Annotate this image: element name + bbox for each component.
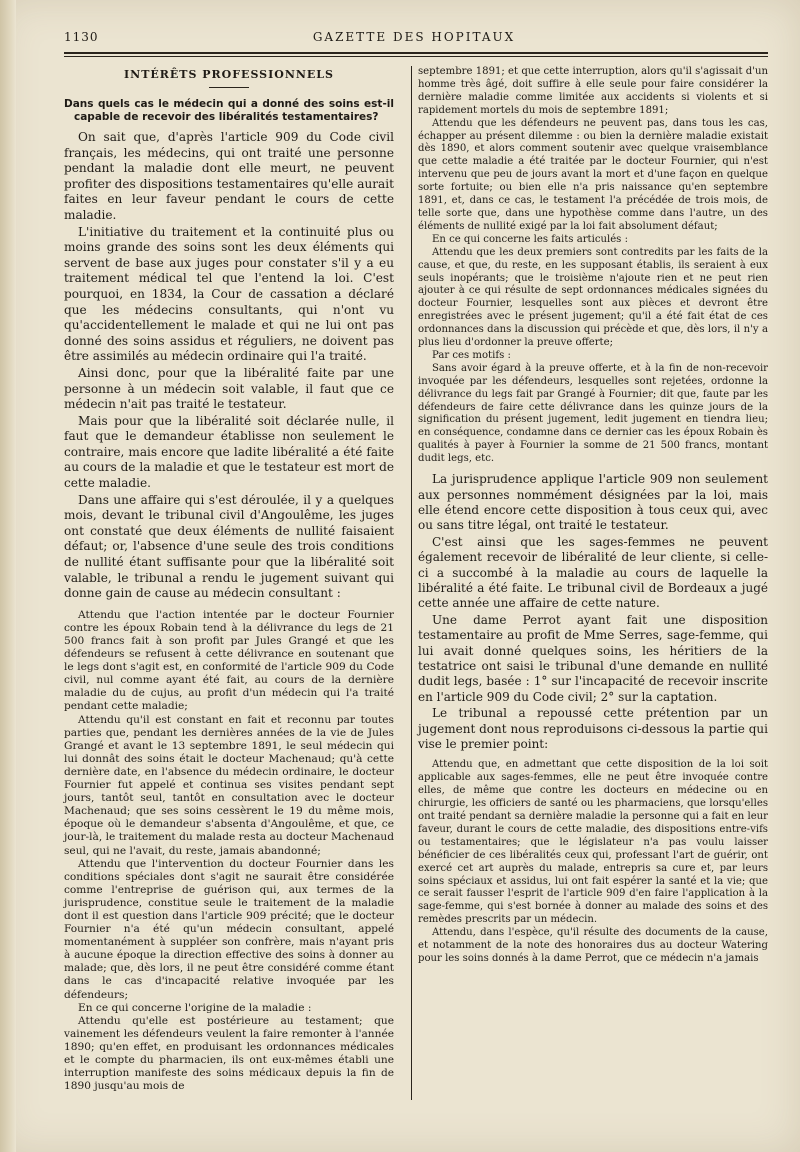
judgment-paragraph: septembre 1891; et que cette interruption, alors qu'il s'agissait d'un homme très âgé, doit suffire à elle seule pour faire considérer la dernière maladie comme limitée aux accidents si violents et si rapidement mortels du mois de septembre 1891; xyxy=(418,66,768,116)
header-rule-thin xyxy=(64,56,768,57)
article-paragraph: Dans une affaire qui s'est déroulée, il y a quelques mois, devant le tribunal civil d'Angoulême, les juges ont constaté que deux éléments de nullité faisaient défaut; or, l'absence d'une seule des trois conditions de nullité étant suffisante pour que la libéralité soit valable, le tribunal a rendu le jugement suivant qui donne gain de cause au médecin consultant : xyxy=(64,492,394,601)
page-number: 1130 xyxy=(64,30,99,44)
judgment-paragraph: Attendu, dans l'espèce, qu'il résulte des documents de la cause, et notamment de la note des honoraires dus au docteur Watering pour les soins donnés à la dame Perrot, que ce médecin n'a jamais xyxy=(418,927,768,964)
judgment-paragraph: Attendu que l'action intentée par le docteur Fournier contre les époux Robain tend à la délivrance du legs de 21 500 francs fait à son profit par Jules Grangé et que les défendeurs se refusent à cette délivrance en soutenant que le legs dont s'agit est, en conformité de l'article 909 du Code civil, nul comme ayant été fait, au cours de la dernière maladie du de cujus, au profit d'un médecin qui l'a traité pendant cette maladie; xyxy=(64,608,394,713)
judgment-paragraph: Sans avoir égard à la preuve offerte, et à la fin de non-recevoir invoquée par les défendeurs, lesquelles sont rejetées, ordonne la délivrance du legs fait par Grangé à Fournier; dit que, faute par les défendeurs de faire cette délivrance dans les quinze jours de la signification du présent jugement, ledit jugement en tiendra lieu; en conséquence, condamne dans ce dernier cas les époux Robain ès qualités à payer à Fournier la somme de 21 500 francs, montant dudit legs, etc. xyxy=(418,362,768,465)
article-paragraph: On sait que, d'après l'article 909 du Code civil français, les médecins, qui ont traité une personne pendant la maladie dont elle meurt, ne peuvent profiter des dispositions testamentaires qu'elle aurait faites en leur faveur pendant le cours de cette maladie. xyxy=(64,130,394,222)
article-paragraph: L'initiative du traitement et la continuité plus ou moins grande des soins sont les deux éléments qui servent de base aux juges pour constater s'il y a eu traitement médical tel que l'entend la loi. C'est pourquoi, en 1834, la Cour de cassation a déclaré que les médecins consultants, qui n'ont vu qu'accidentellement le malade et qui ne lui ont pas donné des soins assidus et réguliers, ne doivent pas être assimilés au médecin ordinaire qui l'a traité. xyxy=(64,224,394,364)
column-separator xyxy=(411,66,412,1100)
page-edge xyxy=(0,0,16,1152)
article-paragraph: C'est ainsi que les sages-femmes ne peuvent également recevoir de libéralité de leur cliente, si celle-ci a succombé à la maladie au cours de laquelle la libéralité a été faite. Le tribunal civil de Bordeaux a jugé cette année une affaire de cette nature. xyxy=(418,534,768,611)
left-column xyxy=(64,66,394,1093)
judgment-paragraph: Attendu que les deux premiers sont contredits par les faits de la cause, et que, du reste, en les supposant établis, ils seraient à eux seuls inopérants; que le troisième n'ajoute rien et ne peut rien ajouter à ce qui résulte de sept ordonnances médicales signées du docteur Fournier, lesquelles sont aux pièces et devront être enregistrées avec le présent jugement; qu'il a été fait état de ces ordonnances dans la discussion qui précède et que, dès lors, il n'y a plus lieu d'ordonner la preuve offerte; xyxy=(418,246,768,349)
right-column xyxy=(418,66,768,966)
section-title: INTÉRÊTS PROFESSIONNELS xyxy=(124,68,334,81)
judgment-paragraph: Attendu que les défendeurs ne peuvent pas, dans tous les cas, échapper au présent dilemme : ou bien la dernière maladie existait dès 1890, et alors comment soutenir avec quelque vraisemblance que cette maladie a été traitée par le docteur Fournier, qui n'est intervenu que peu de jours avant la mort et d'une façon en quelque sorte fortuite; ou bien elle n'a pris naissance qu'en septembre 1891, et, dans ce cas, le testament l'a précédée de trois mois, de telle sorte que, dans une hypothèse comme dans l'autre, un des éléments de nullité exigé par la loi fait absolument défaut; xyxy=(418,117,768,232)
article-paragraph: Mais pour que la libéralité soit déclarée nulle, il faut que le demandeur établisse non seulement le contraire, mais encore que ladite libéralité a été faite au cours de la maladie et que le testateur est mort de cette maladie. xyxy=(64,413,394,491)
judgment-paragraph: Attendu que l'intervention du docteur Fournier dans les conditions spéciales dont s'agit ne saurait être considérée comme l'entreprise de guérison qui, aux termes de la jurisprudence, constitue seule le traitement de la maladie dont il est question dans l'article 909 précité; que le docteur Fournier n'a été qu'un médecin consultant, appelé momentanément à suppléer son confrère, mais n'ayant pris à aucune époque la direction effective des soins à donner au malade; que, dès lors, il ne peut être considéré comme étant dans le cas d'incapacité relative invoquée par les défendeurs; xyxy=(64,857,394,1001)
article-paragraph: Ainsi donc, pour que la libéralité faite par une personne à un médecin soit valable, il faut que ce médecin n'ait pas traité le testateur. xyxy=(64,365,394,412)
page-header xyxy=(64,30,764,50)
article-paragraph: Une dame Perrot ayant fait une disposition testamentaire au profit de Mme Serres, sage-femme, qui lui avait donné quelques soins, les héritiers de la testatrice ont saisi le tribunal d'une demande en nullité dudit legs, basée : 1° sur l'incapacité de recevoir inscrite en l'article 909 du Code civil; 2° sur la captation. xyxy=(418,612,768,704)
journal-title: GAZETTE DES HOPITAUX xyxy=(312,30,516,44)
judgment-paragraph: Attendu qu'elle est postérieure au testament; que vainement les défendeurs veulent la faire remonter à l'année 1890; qu'en effet, en produisant les ordonnances médicales et le compte du pharmacien, ils ont eux-mêmes établi une interruption manifeste des soins médicaux depuis la fin de 1890 jusqu'au mois de xyxy=(64,1014,394,1093)
article-subtitle: Dans quels cas le médecin qui a donné des soins est-il capable de recevoir des libéralités testamentaires? xyxy=(64,98,394,123)
title-rule xyxy=(209,87,249,88)
judgment-paragraph: En ce qui concerne l'origine de la maladie : xyxy=(78,1001,312,1014)
judgment-paragraph: Attendu que, en admettant que cette disposition de la loi soit applicable aux sages-femmes, elle ne peut être invoquée contre elles, de même que contre les docteurs en médecine ou en chirurgie, les officiers de santé ou les pharmaciens, que lorsqu'elles ont traité pendant sa dernière maladie la personne qui a fait en leur faveur, durant le cours de cette maladie, des dispositions entre-vifs ou testamentaires; que le législateur n'a pas voulu laisser bénéficier de ces libéralités ceux qui, professant l'art de guérir, ont exercé cet art auprès du malade, entrepris sa cure et, par leurs soins spéciaux et assidus, lui ont fait espérer la santé et la vie; que ce serait fausser l'esprit de l'article 909 d'en faire l'application à la sage-femme, qui s'est bornée à donner au malade des soins et des remèdes prescrits par un médecin. xyxy=(418,759,768,926)
judgment-paragraph: Attendu qu'il est constant en fait et reconnu par toutes parties que, pendant les dernières années de la vie de Jules Grangé et avant le 13 septembre 1891, le seul médecin qui lui donnât des soins était le docteur Machenaud; qu'à cette dernière date, en l'absence du médecin ordinaire, le docteur Fournier fut appelé et continua ses visites pendant sept jours, tantôt seul, tantôt en consultation avec le docteur Machenaud; que ses soins cessèrent le 19 du même mois, époque où le demandeur s'absenta d'Angoulême, et que, ce jour-là, le traitement du malade resta au docteur Machenaud seul, qui ne l'avait, du reste, jamais abandonné; xyxy=(64,713,394,857)
judgment-paragraph: Par ces motifs : xyxy=(432,349,511,361)
judgment-paragraph: En ce qui concerne les faits articulés : xyxy=(432,233,628,245)
article-paragraph: Le tribunal a repoussé cette prétention par un jugement dont nous reproduisons ci-dessous la partie qui vise le premier point: xyxy=(418,706,768,751)
header-rule xyxy=(64,52,768,54)
article-paragraph: La jurisprudence applique l'article 909 non seulement aux personnes nommément désignées par la loi, mais elle étend encore cette disposition à tous ceux qui, avec ou sans titre légal, ont traité le testateur. xyxy=(418,472,768,533)
